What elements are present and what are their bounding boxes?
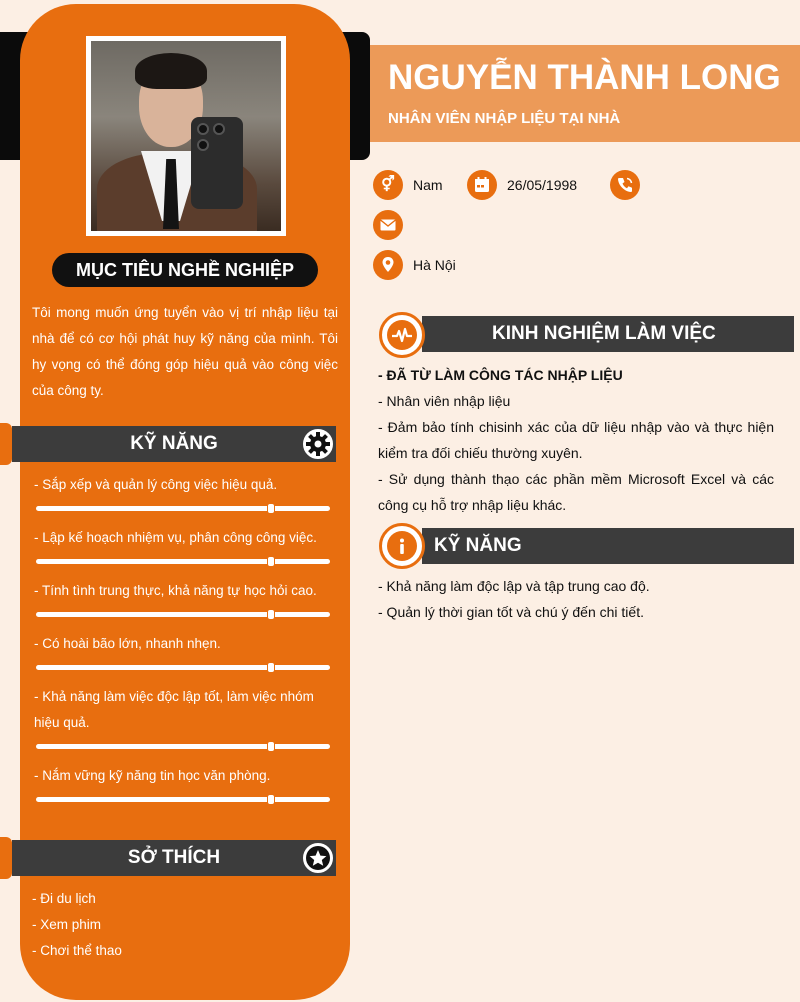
- hobbies-title: [12, 840, 336, 876]
- mail-icon-svg: [373, 210, 403, 240]
- calendar-icon-svg: [467, 170, 497, 200]
- skill-level-knob: [267, 503, 275, 514]
- photo-phone-camera: [197, 139, 209, 151]
- experience-title: [422, 316, 794, 352]
- skill-item: [34, 763, 332, 816]
- gender-icon: ⚥: [373, 170, 403, 200]
- experience-title-text: KINH NGHIỆM LÀM VIỆC: [492, 323, 716, 344]
- hobbies-list: [32, 886, 122, 964]
- photo-hair: [135, 53, 207, 89]
- skill-label: - Tính tình trung thực, khả năng tự học hỏi cao.: [34, 583, 317, 598]
- gear-icon-svg: [303, 429, 333, 459]
- skill-label: - Lập kế hoạch nhiệm vụ, phân công công việc.: [34, 530, 317, 545]
- skill-level-bar: [36, 506, 330, 511]
- skill-item: [34, 684, 332, 763]
- experience-content: [378, 362, 774, 518]
- sidebar-skills-title-text: KỸ NĂNG: [130, 433, 218, 454]
- skill-level-knob: [267, 556, 275, 567]
- skill-level-knob: [267, 794, 275, 805]
- skill-item: [34, 472, 332, 525]
- star-icon-svg: [303, 843, 333, 873]
- gear-icon: [301, 427, 335, 461]
- info-icon-inner: [387, 531, 417, 561]
- pulse-icon-svg: [387, 320, 417, 350]
- main-skill-line: - Quản lý thời gian tốt và chú ý đến chi tiết.: [378, 604, 644, 620]
- skill-label: - Sắp xếp và quản lý công việc hiệu quả.: [34, 477, 278, 492]
- location-pin-icon: [373, 250, 403, 280]
- full-name: NGUYỄN THÀNH LONG: [388, 58, 781, 97]
- hobbies-tab-marker: [0, 837, 12, 879]
- skills-tab-marker: [0, 423, 12, 465]
- location-value: Hà Nội: [413, 257, 456, 273]
- calendar-icon: [467, 170, 497, 200]
- skill-level-bar: [36, 744, 330, 749]
- sidebar-skill-list: [34, 472, 332, 816]
- skill-label: - Khả năng làm việc độc lập tốt, làm việc nhóm hiệu quả.: [34, 689, 314, 730]
- objective-title: MỤC TIÊU NGHỀ NGHIỆP: [52, 253, 318, 287]
- gender-value: Nam: [413, 177, 443, 193]
- location-pin-icon-svg: [373, 250, 403, 280]
- skill-level-bar: [36, 559, 330, 564]
- skill-item: [34, 578, 332, 631]
- skill-level-knob: [267, 609, 275, 620]
- pulse-icon-inner: [387, 320, 417, 350]
- photo-phone-camera: [213, 123, 225, 135]
- phone-icon-svg: [610, 170, 640, 200]
- info-icon-svg: [387, 531, 417, 561]
- profile-photo: [86, 36, 286, 236]
- main-skill-line: - Khả năng làm độc lập và tập trung cao độ.: [378, 578, 650, 594]
- hobby-item: - Xem phim: [32, 917, 102, 932]
- avatar: [91, 41, 281, 231]
- experience-line: - Nhân viên nhập liệu: [378, 393, 511, 409]
- skill-level-bar: [36, 612, 330, 617]
- mail-icon: [373, 210, 403, 240]
- skill-level-bar: [36, 797, 330, 802]
- phone-icon: [610, 170, 640, 200]
- skill-level-knob: [267, 662, 275, 673]
- info-icon: [379, 523, 425, 569]
- main-skills-title-text: KỸ NĂNG: [434, 535, 522, 556]
- skill-label: - Nắm vững kỹ năng tin học văn phòng.: [34, 768, 271, 783]
- main-skills-title: [422, 528, 794, 564]
- experience-line: - Đảm bảo tính chisinh xác của dữ liệu nhập vào và thực hiện kiểm tra đối chiếu thường xuyên.: [378, 419, 774, 461]
- star-icon: [301, 841, 335, 875]
- birthday-value: 26/05/1998: [507, 177, 578, 193]
- skill-label: - Có hoài bão lớn, nhanh nhẹn.: [34, 636, 221, 651]
- skill-level-bar: [36, 665, 330, 670]
- experience-line: - Sử dụng thành thạo các phần mềm Microsoft Excel và các công cụ hỗ trợ nhập liệu khác.: [378, 471, 774, 513]
- experience-heading: - ĐÃ TỪ LÀM CÔNG TÁC NHẬP LIỆU: [378, 367, 623, 383]
- pulse-icon: [379, 312, 425, 358]
- main-skills-content: [378, 573, 774, 625]
- hobby-item: - Chơi thể thao: [32, 943, 122, 958]
- job-title: NHÂN VIÊN NHẬP LIỆU TẠI NHÀ: [388, 110, 621, 127]
- hobbies-title-text: SỞ THÍCH: [127, 847, 221, 868]
- skill-item: [34, 631, 332, 684]
- skill-item: [34, 525, 332, 578]
- photo-phone: [191, 117, 243, 209]
- sidebar-skills-title: [12, 426, 336, 462]
- skill-level-knob: [267, 741, 275, 752]
- photo-phone-camera: [197, 123, 209, 135]
- hobby-item: - Đi du lịch: [32, 891, 96, 906]
- objective-text: Tôi mong muốn ứng tuyển vào vị trí nhập liệu tại nhà để có cơ hội phát huy kỹ năng của mình. Tôi hy vọng có thể đóng góp hiệu quả vào công việc của công ty.: [32, 305, 338, 398]
